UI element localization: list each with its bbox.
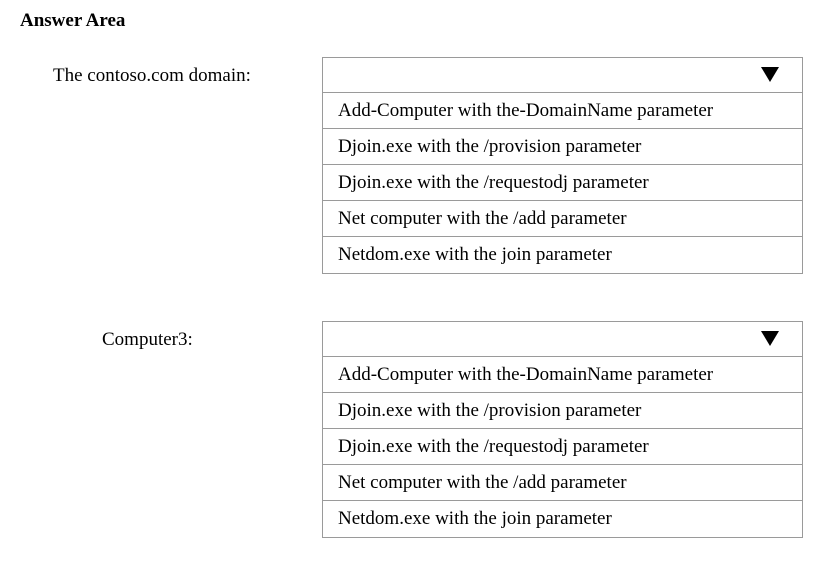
dropdown-option-net-computer[interactable]: Net computer with the /add parameter — [323, 201, 802, 237]
dropdown-option-net-computer[interactable]: Net computer with the /add parameter — [323, 465, 802, 501]
dropdown-option-djoin-provision[interactable]: Djoin.exe with the /provision parameter — [323, 393, 802, 429]
dropdown-option-add-computer[interactable]: Add-Computer with the-DomainName parameter — [323, 93, 802, 129]
triangle-down-icon[interactable] — [761, 331, 779, 346]
dropdown-contoso-domain — [322, 57, 803, 274]
dropdown-option-djoin-provision[interactable]: Djoin.exe with the /provision parameter — [323, 129, 802, 165]
dropdown-option-djoin-requestodj[interactable]: Djoin.exe with the /requestodj parameter — [323, 429, 802, 465]
answer-area-heading: Answer Area — [20, 10, 126, 31]
question-label-contoso-domain: The contoso.com domain: — [53, 65, 251, 86]
dropdown-option-netdom-join[interactable]: Netdom.exe with the join parameter — [338, 508, 612, 529]
dropdown-header-contoso-domain[interactable] — [323, 58, 802, 93]
dropdown-option-djoin-requestodj[interactable]: Djoin.exe with the /requestodj parameter — [323, 165, 802, 201]
dropdown-option-netdom-join[interactable]: Netdom.exe with the join parameter — [338, 244, 612, 265]
dropdown-header-computer3[interactable] — [323, 322, 802, 357]
question-label-computer3: Computer3: — [102, 329, 193, 350]
dropdown-computer3 — [322, 321, 803, 538]
triangle-down-icon[interactable] — [761, 67, 779, 82]
dropdown-option-add-computer[interactable]: Add-Computer with the-DomainName parameter — [323, 357, 802, 393]
